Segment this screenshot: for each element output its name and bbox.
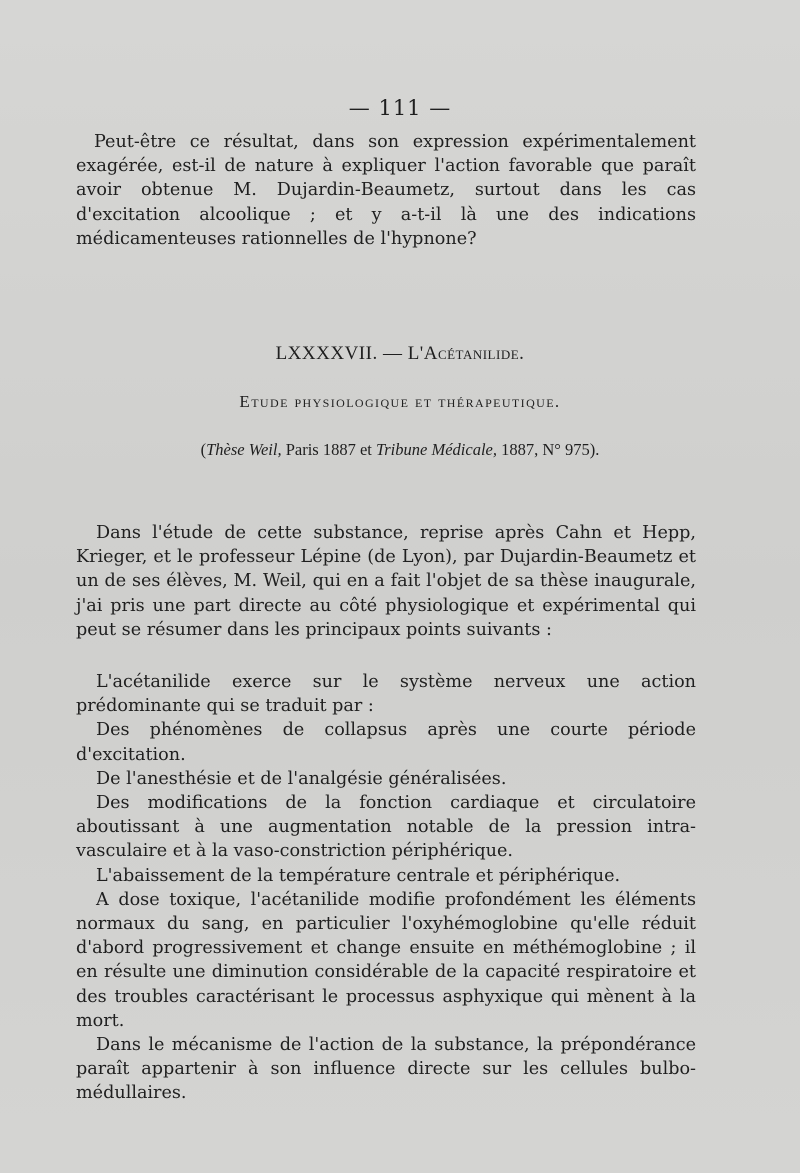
reference-end: 1887, N° 975). (496, 440, 600, 459)
reference-journal: Tribune Médicale, (376, 440, 497, 459)
finding-item: Des phénomènes de collapsus après une courte période d'excitation. (76, 720, 696, 765)
finding-item: Dans le mécanisme de l'action de la substance, la prépondérance paraît appartenir à son influence directe sur les cellules bulbo-médullaires. (76, 1035, 696, 1104)
intro-paragraph: Peut-être ce résultat, dans son expression expérimentalement exagérée, est-il de nature à expliquer l'action favorable que paraît avoir obtenue M. Dujardin-Beaumetz, surtout dans les cas d'excitation alcoolique ; et y a-t-il là une des indications médicamenteuses rationnelles de l'hypnone? (76, 132, 696, 249)
finding-item: De l'anesthésie et de l'analgésie généralisées. (96, 768, 507, 789)
finding-item: A dose toxique, l'acétanilide modifie profondément les éléments normaux du sang, en particulier l'oxyhémoglobine qu'elle réduit d'abord progressivement et change ensuite en méthémoglobine ; il en résulte une diminution considérable de la capacité respiratoire et des troubles caractérisant le processus asphyxique qui mènent à la mort. (76, 889, 696, 1031)
chapter-subtitle: Etude physiologique et thérapeutique. (239, 392, 561, 411)
reference-open: ( (200, 440, 207, 459)
body-section-1 (76, 521, 696, 642)
chapter-title: LXXXXVII. — L'Acétanilide. (275, 343, 525, 364)
reference-middle: Paris 1887 et (281, 440, 376, 459)
reference-line (0, 440, 800, 460)
page-number: — 111 — (348, 96, 452, 120)
finding-item: L'acétanilide exerce sur le système nerveux une action prédominante qui se traduit par : (76, 672, 696, 717)
body-paragraph: Dans l'étude de cette substance, reprise après Cahn et Hepp, Krieger, et le professeur Lépine (de Lyon), par Dujardin-Beaumetz et un de ses élèves, M. Weil, qui en a fait l'objet de sa thèse inaugurale, j'ai pris une part directe au côté physiologique et expérimental qui peut se résumer dans les principaux points suivants : (76, 523, 696, 640)
reference-thesis: Thèse Weil, (206, 440, 282, 459)
findings-list (76, 670, 696, 1106)
finding-item: Des modifications de la fonction cardiaque et circulatoire aboutissant à une augmentation notable de la pression intra-vasculaire et à la vaso-constriction périphérique. (76, 793, 696, 862)
finding-item: L'abaissement de la température centrale et périphérique. (96, 865, 621, 886)
